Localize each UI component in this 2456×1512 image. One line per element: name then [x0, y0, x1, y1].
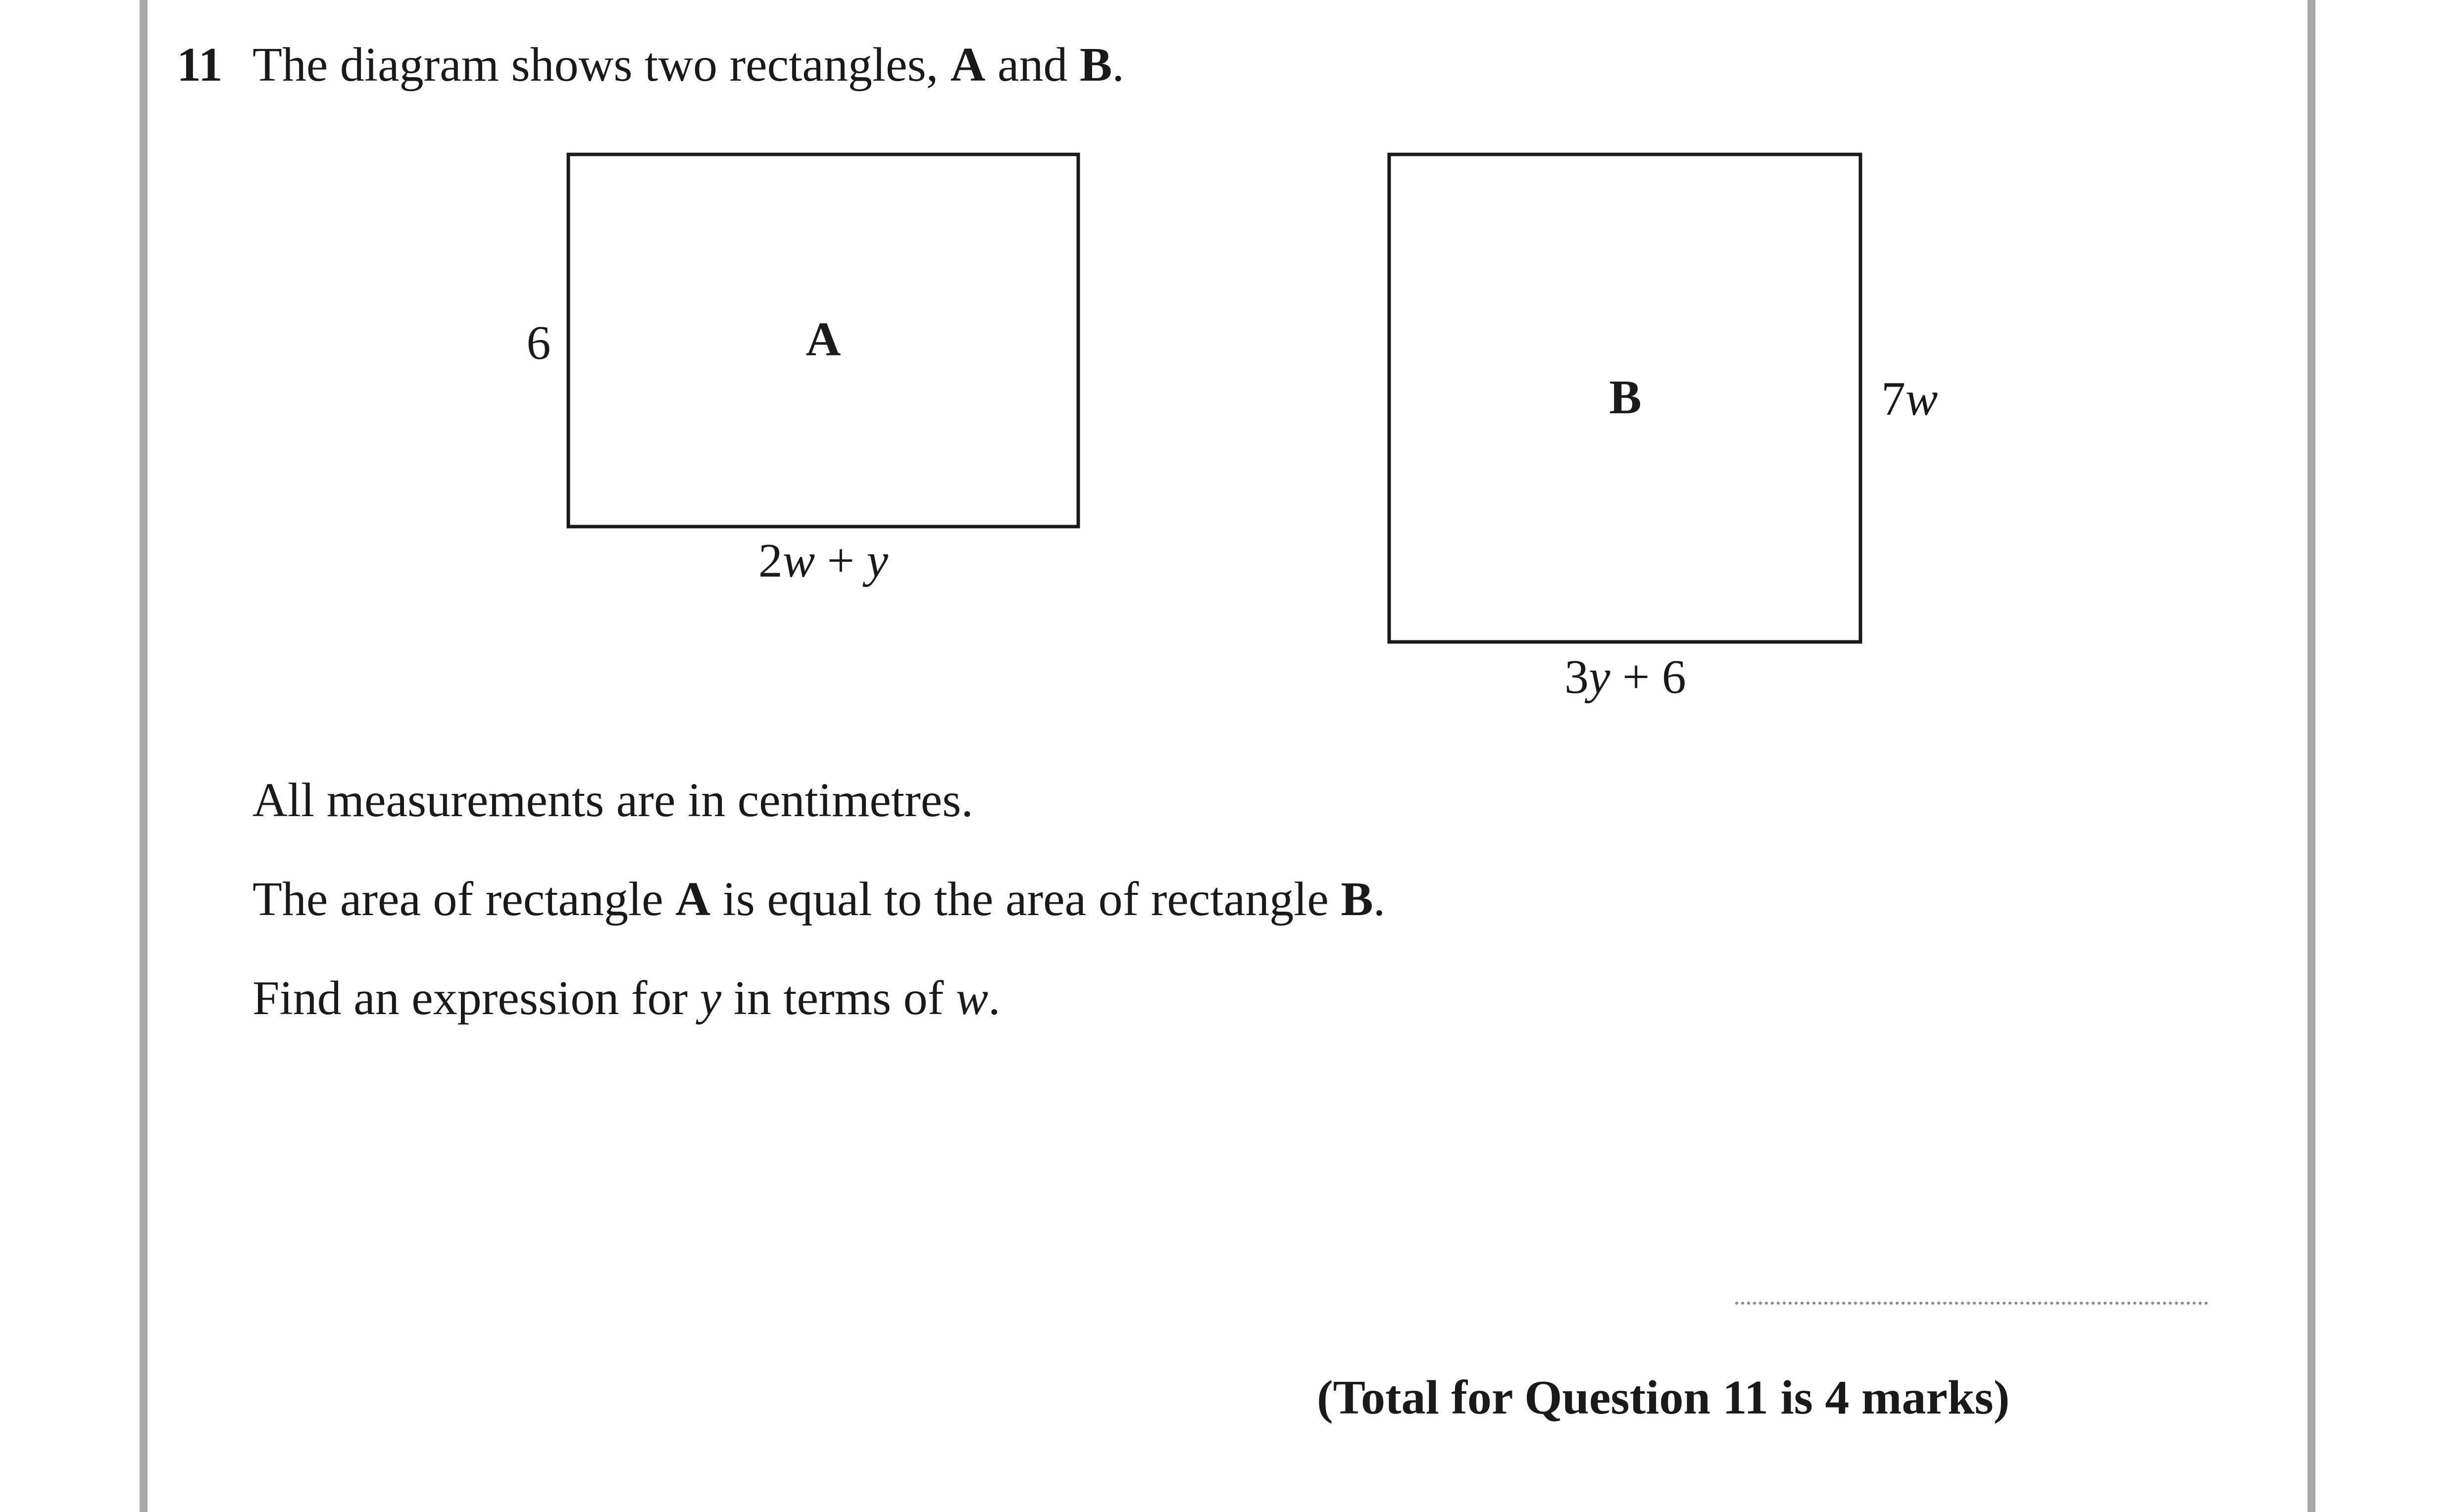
b-width-coef: 3: [1564, 650, 1589, 704]
total-marks: (Total for Question 11 is 4 marks): [1317, 1371, 2010, 1424]
left-margin-border: [140, 0, 148, 1512]
rectangle-b-height-label: [1881, 372, 1938, 426]
intro-label-a: A: [950, 38, 986, 92]
b-width-rest: + 6: [1610, 650, 1686, 704]
equal-mid: is equal to the area of rectangle: [710, 873, 1341, 926]
intro-and: and: [985, 38, 1080, 92]
area-equality-statement: [252, 875, 1385, 924]
b-width-var-y: y: [1589, 650, 1610, 704]
task-statement: [252, 974, 1001, 1023]
rectangle-b-width-label: [1564, 650, 1686, 704]
rectangle-a-width-label: [758, 534, 889, 587]
rectangle-b: [1389, 154, 1860, 642]
intro-text: The diagram shows two rectangles,: [252, 38, 951, 92]
a-width-coef: 2: [758, 534, 783, 587]
rectangle-a-height-label: 6: [526, 316, 551, 370]
intro-end: .: [1112, 38, 1124, 92]
find-var-y: y: [700, 972, 722, 1025]
find-before: Find an expression for: [252, 972, 700, 1025]
rectangle-b-label: B: [1609, 371, 1642, 424]
answer-dotted-line[interactable]: [1735, 1302, 2208, 1305]
a-width-var-w: w: [782, 534, 815, 587]
equal-label-a: A: [675, 873, 710, 926]
find-mid: in terms of: [721, 972, 956, 1025]
question-number: 11: [177, 38, 223, 92]
b-height-coef: 7: [1881, 372, 1905, 426]
a-width-var-y: y: [866, 534, 889, 587]
right-margin-border: [2307, 0, 2315, 1512]
find-var-w: w: [955, 972, 989, 1025]
find-end: .: [988, 972, 1001, 1025]
equal-before: The area of rectangle: [252, 873, 676, 926]
question-intro: [252, 38, 1124, 92]
intro-label-b: B: [1080, 38, 1112, 92]
equal-label-b: B: [1341, 873, 1373, 926]
b-height-var-w: w: [1905, 372, 1938, 426]
a-width-op: +: [815, 534, 867, 587]
rectangle-a-label: A: [805, 313, 841, 366]
units-statement: All measurements are in centimetres.: [252, 774, 973, 827]
equal-end: .: [1373, 873, 1386, 926]
rectangle-a: [568, 154, 1078, 527]
